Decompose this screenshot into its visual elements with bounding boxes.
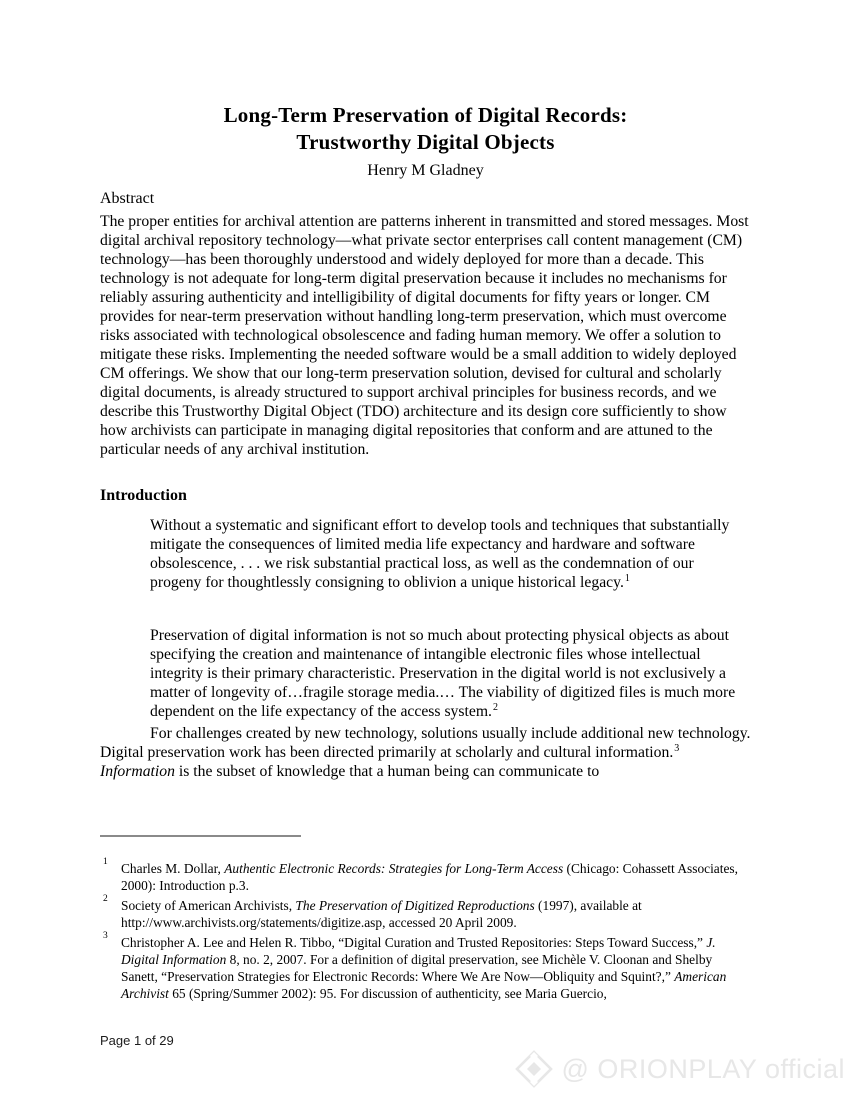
watermark xyxy=(514,1049,845,1089)
footnote-text: Charles M. Dollar, Authentic Electronic Records: Strategies for Long-Term Access (Chicago: Cohassett Associates, 2000): Introduction p.3. xyxy=(121,861,738,893)
footnote-3: 3 Christopher A. Lee and Helen R. Tibbo, “Digital Curation and Trusted Repositories: Steps Toward Success,” J. Digital Information 8, no. 2, 2007. For a definition of digital preservation, see Michèle V. Cloonan and Shelby Sanett, “Preservation Strategies for Electronic Records: Where We Are Now—Obliquity and Squint?,” American Archivist 65 (Spring/Summer 2002): 95. For discussion of authenticity, see Maria Guercio, xyxy=(103,931,727,1001)
footnote-text: Society of American Archivists, The Preservation of Digitized Reproductions (1997), available at http://www.archivists.org/statements/digitize.asp, accessed 20 April 2009. xyxy=(121,898,642,930)
title-line-1: Long-Term Preservation of Digital Records: xyxy=(223,103,628,127)
diamond-logo-icon xyxy=(514,1049,554,1089)
footnote-separator xyxy=(100,835,301,837)
watermark-text: @ ORIONPLAY official xyxy=(561,1053,845,1084)
footnote-2: 2 Society of American Archivists, The Preservation of Digitized Reproductions (1997), available at http://www.archivists.org/statements/digitize.asp, accessed 20 April 2009. xyxy=(103,894,642,930)
title-line-2: Trustworthy Digital Objects xyxy=(296,130,555,154)
abstract-text: The proper entities for archival attention are patterns inherent in transmitted and stored messages. Most digital archival repository technology—what private sector enterprises call content management (CM) technology—has been thoroughly understood and widely deployed for more than a decade. This technology is not adequate for long-term digital preservation because it includes no mechanisms for reliably assuring authenticity and intelligibility of digital documents for fifty years or longer. CM provides for near-term preservation without handling long-term preservation, which must overcome risks associated with technological obsolescence and fading human memory. We offer a solution to mitigate these risks. Implementing the needed software would be a small addition to widely deployed CM offerings. We show that our long-term preservation solution, devised for cultural and scholarly digital documents, is already structured to support archival principles for business records, and we describe this Trustworthy Digital Object (TDO) architecture and its design core sufficiently to show how archivists can participate in managing digital repositories that conform and are attuned to the particular needs of any archival institution. xyxy=(100,213,749,458)
footnote-1: 1 Charles M. Dollar, Authentic Electronic Records: Strategies for Long-Term Access (Chicago: Cohassett Associates, 2000): Introduction p.3. xyxy=(103,857,738,893)
quote-block-1: Without a systematic and significant effort to develop tools and techniques that substantially mitigate the consequences of limited media life expectancy and hardware and software obsolescence, . . . we risk substantial practical loss, as well as the condemnation of our progeny for thoughtlessly consigning to oblivion a unique historical legacy.$^1$ xyxy=(150,517,730,591)
paper-title xyxy=(100,102,751,156)
page-number: Page 1 of 29 xyxy=(100,1033,174,1048)
quote-block-2: Preservation of digital information is not so much about protecting physical objects as about specifying the creation and maintenance of intangible electronic files whose intellectual integrity is their primary characteristic. Preservation in the digital world is not exclusively a matter of longevity of…fragile storage media.… The viability of digitized files is much more dependent on the life expectancy of the access system.$^2$ xyxy=(150,627,736,720)
footnote-text: Christopher A. Lee and Helen R. Tibbo, “Digital Curation and Trusted Repositories: Steps Toward Success,” J. Digital Information 8, no. 2, 2007. For a definition of digital preservation, see Michèle V. Cloonan and Shelby Sanett, “Preservation Strategies for Electronic Records: Where We Are Now—Obliquity and Squint?,” American Archivist 65 (Spring/Summer 2002): 95. For discussion of authenticity, see Maria Guercio, xyxy=(121,935,727,1001)
introduction-heading: Introduction xyxy=(100,487,187,504)
footnotes-section xyxy=(100,835,752,1005)
page-content xyxy=(100,102,751,781)
body-paragraph: For challenges created by new technology, solutions usually include additional new technology. Digital preservation work has been directed primarily at scholarly and cultural information.$^3$ Information is the subset of knowledge that a human being can communicate to xyxy=(100,725,751,780)
paper-author: Henry M Gladney xyxy=(367,162,484,179)
abstract-heading: Abstract xyxy=(100,190,155,207)
